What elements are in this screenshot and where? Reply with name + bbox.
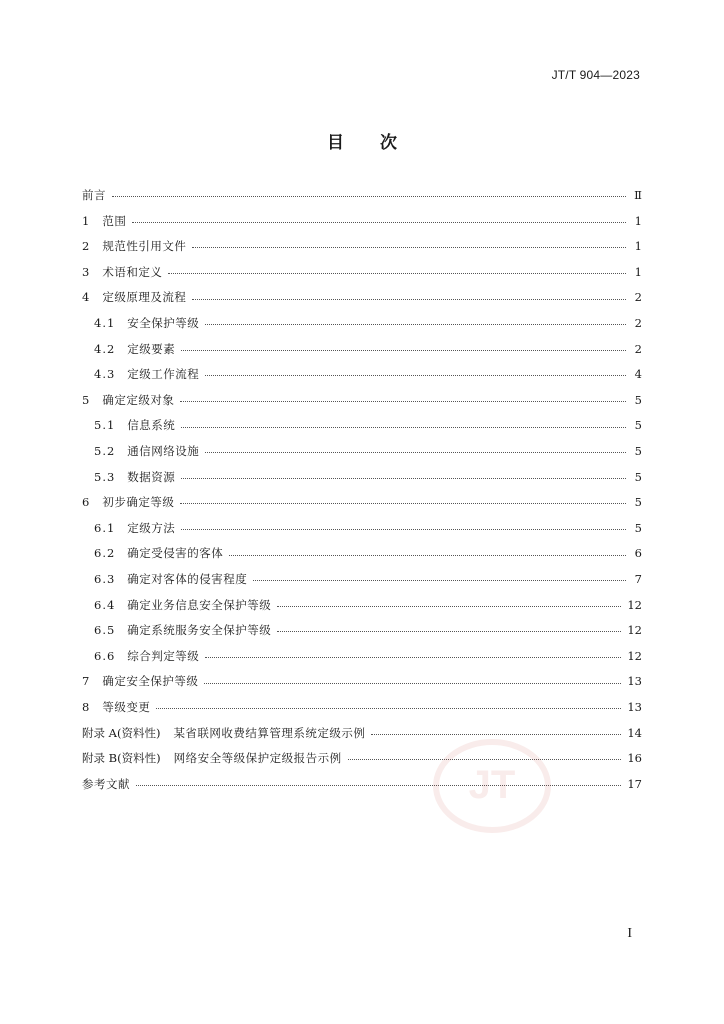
toc-entry[interactable]	[82, 618, 642, 644]
toc-entry-page: 7	[634, 571, 642, 586]
toc-entry-title: 确定受侵害的客体	[127, 546, 224, 561]
toc-entry-title: 定级方法	[127, 520, 176, 535]
toc-entry-number: 6.4	[94, 597, 116, 612]
toc-entry-number: 附录 A(资料性)	[82, 725, 161, 740]
toc-entry[interactable]	[82, 465, 642, 491]
toc-entry-page: 6	[634, 546, 642, 561]
toc-entry-number: 5.3	[94, 469, 116, 484]
toc-dot-leader	[168, 273, 626, 274]
toc-entry-title: 参考文献	[82, 776, 130, 791]
toc-entry-page: 17	[627, 776, 642, 791]
toc-entry-number: 1	[82, 213, 90, 228]
toc-entry-page: 5	[634, 495, 642, 510]
toc-entry-number: 6.3	[94, 571, 116, 586]
toc-entry-title: 定级原理及流程	[102, 290, 187, 305]
toc-dot-leader	[192, 299, 626, 300]
toc-entry-number: 5.2	[94, 443, 116, 458]
toc-dot-leader	[205, 324, 626, 325]
toc-entry-number: 6.6	[94, 648, 116, 663]
toc-entry-number: 8	[82, 699, 90, 714]
toc-dot-leader	[371, 734, 621, 735]
toc-entry-page: 12	[627, 623, 642, 638]
toc-entry[interactable]	[82, 388, 642, 414]
toc-entry[interactable]	[82, 644, 642, 670]
publisher-seal-watermark	[432, 738, 552, 834]
page-title-char-2: 次	[380, 133, 397, 153]
toc-entry-title: 定级工作流程	[127, 367, 200, 382]
toc-entry-page: Ⅱ	[634, 188, 642, 203]
toc-entry-number: 4.1	[94, 316, 116, 331]
toc-entry-title: 定级要素	[127, 341, 176, 356]
toc-entry-page: 2	[634, 341, 642, 356]
toc-dot-leader	[253, 580, 626, 581]
toc-entry-number: 6.5	[94, 623, 116, 638]
toc-entry[interactable]	[82, 260, 642, 286]
toc-dot-leader	[205, 375, 626, 376]
toc-entry-page: 16	[627, 751, 642, 766]
toc-entry[interactable]	[82, 337, 642, 363]
toc-entry-page: 13	[627, 674, 642, 689]
toc-entry-page: 1	[634, 239, 642, 254]
toc-entry-title: 确定对客体的侵害程度	[127, 571, 248, 586]
toc-entry-title: 前言	[82, 188, 106, 203]
toc-entry-number: 4.3	[94, 367, 116, 382]
toc-entry-page: 2	[634, 316, 642, 331]
toc-dot-leader	[205, 452, 626, 453]
toc-entry-page: 5	[634, 392, 642, 407]
toc-entry[interactable]	[82, 746, 642, 772]
toc-entry-page: 5	[634, 469, 642, 484]
toc-dot-leader	[277, 631, 621, 632]
toc-entry-title: 范围	[102, 213, 127, 228]
page-title	[0, 128, 724, 153]
toc-entry[interactable]	[82, 669, 642, 695]
toc-entry-number: 3	[82, 264, 90, 279]
toc-entry-page: 12	[627, 648, 642, 663]
toc-entry-title: 确定业务信息安全保护等级	[127, 597, 272, 612]
toc-dot-leader	[156, 708, 621, 709]
toc-entry[interactable]	[82, 439, 642, 465]
toc-entry-page: 5	[634, 443, 642, 458]
toc-entry[interactable]	[82, 593, 642, 619]
toc-dot-leader	[132, 222, 626, 223]
toc-entry-number: 4	[82, 290, 90, 305]
toc-entry[interactable]	[82, 413, 642, 439]
toc-entry-title: 术语和定义	[102, 264, 163, 279]
toc-entry[interactable]	[82, 234, 642, 260]
toc-entry-page: 4	[634, 367, 642, 382]
toc-entry[interactable]	[82, 490, 642, 516]
svg-text:JT: JT	[468, 763, 516, 807]
toc-entry[interactable]	[82, 567, 642, 593]
toc-dot-leader	[181, 350, 626, 351]
toc-entry[interactable]	[82, 541, 642, 567]
toc-dot-leader	[181, 478, 626, 479]
toc-dot-leader	[277, 606, 621, 607]
toc-dot-leader	[192, 247, 626, 248]
toc-entry-page: 1	[634, 264, 642, 279]
toc-entry-number: 5.1	[94, 418, 116, 433]
toc-entry-title: 数据资源	[127, 469, 176, 484]
toc-entry-title: 确定系统服务安全保护等级	[127, 623, 272, 638]
toc-entry[interactable]	[82, 183, 642, 209]
toc-entry-title: 某省联网收费结算管理系统定级示例	[173, 725, 366, 740]
toc-entry[interactable]	[82, 311, 642, 337]
toc-entry-title: 等级变更	[102, 699, 151, 714]
toc-dot-leader	[180, 401, 626, 402]
toc-entry-number: 2	[82, 239, 90, 254]
toc-entry[interactable]	[82, 720, 642, 746]
toc-entry-number: 6.1	[94, 520, 116, 535]
toc-entry-title: 规范性引用文件	[102, 239, 187, 254]
toc-entry-page: 5	[634, 418, 642, 433]
toc-entry-title: 初步确定等级	[102, 495, 175, 510]
toc-entry[interactable]	[82, 209, 642, 235]
toc-entry[interactable]	[82, 695, 642, 721]
toc-dot-leader	[181, 427, 626, 428]
toc-entry-page: 2	[634, 290, 642, 305]
toc-entry-number: 7	[82, 674, 90, 689]
toc-entry-title: 信息系统	[127, 418, 176, 433]
toc-entry-number: 附录 B(资料性)	[82, 751, 161, 766]
toc-entry-page: 5	[634, 520, 642, 535]
toc-entry-number: 5	[82, 392, 90, 407]
toc-dot-leader	[180, 503, 626, 504]
toc-entry-title: 综合判定等级	[127, 648, 200, 663]
toc-entry[interactable]	[82, 285, 642, 311]
toc-entry-title: 网络安全等级保护定级报告示例	[173, 751, 342, 766]
toc-dot-leader	[112, 196, 626, 197]
toc-dot-leader	[229, 555, 626, 556]
toc-dot-leader	[205, 657, 621, 658]
table-of-contents	[82, 183, 642, 797]
toc-entry[interactable]	[82, 772, 642, 798]
toc-entry-title: 确定定级对象	[102, 392, 175, 407]
toc-entry-number: 6	[82, 495, 90, 510]
page-folio: I	[627, 926, 632, 941]
toc-entry-page: 1	[634, 213, 642, 228]
toc-entry-page: 13	[627, 699, 642, 714]
toc-dot-leader	[204, 683, 621, 684]
toc-dot-leader	[181, 529, 626, 530]
toc-entry-title: 确定安全保护等级	[102, 674, 199, 689]
toc-entry[interactable]	[82, 362, 642, 388]
toc-entry-number: 6.2	[94, 546, 116, 561]
toc-entry-title: 通信网络设施	[127, 443, 200, 458]
toc-entry-title: 安全保护等级	[127, 316, 200, 331]
standard-code: JT/T 904—2023	[551, 68, 640, 82]
toc-entry[interactable]	[82, 516, 642, 542]
toc-entry-page: 12	[627, 597, 642, 612]
toc-entry-number: 4.2	[94, 341, 116, 356]
toc-entry-page: 14	[627, 725, 642, 740]
page-title-char-1: 目	[327, 133, 344, 153]
